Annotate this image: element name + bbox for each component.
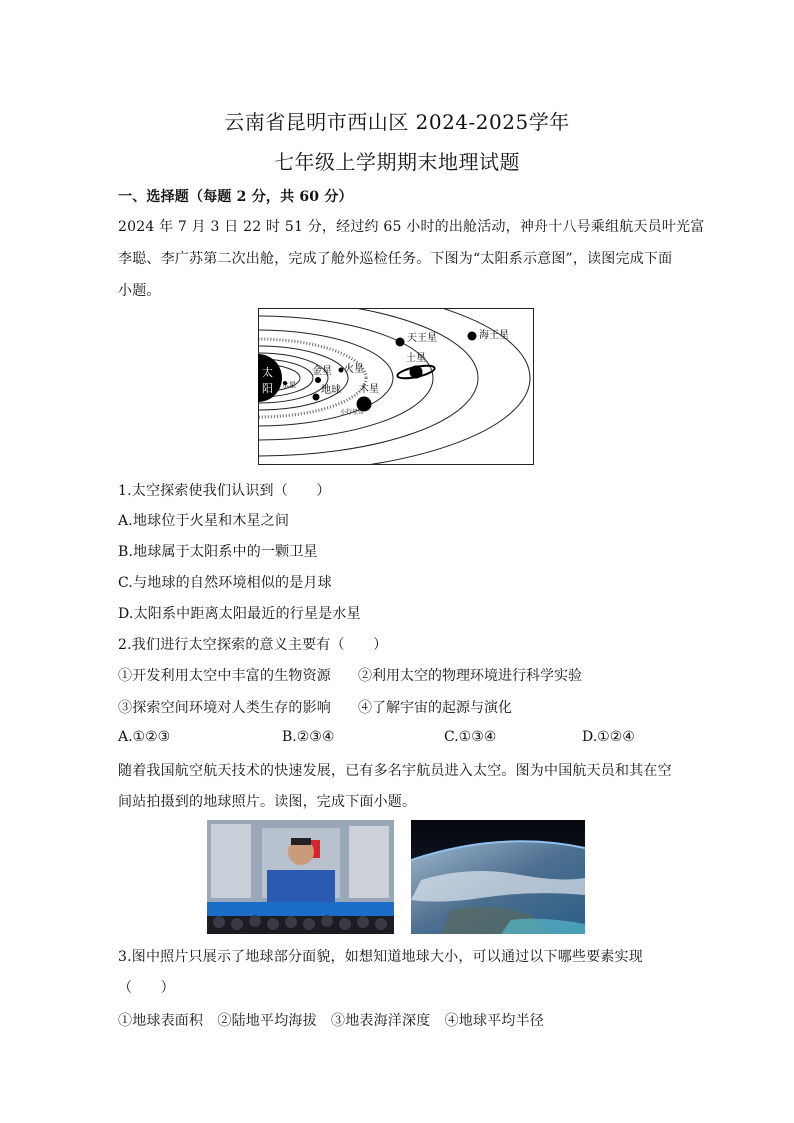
astronaut-photo [207, 820, 394, 934]
q1-option-b: B.地球属于太阳系中的一颗卫星 [118, 544, 318, 560]
q2-option-c: C.①③④ [444, 729, 497, 745]
label-neptune: 海王星 [479, 330, 509, 341]
q2-item-2: ②利用太空的物理环境进行科学实验 [358, 668, 582, 684]
label-uranus: 天王星 [407, 333, 437, 344]
planet-uranus [396, 338, 405, 347]
sun-label-top: 太 [262, 366, 273, 379]
planet-earth [313, 394, 320, 401]
planet-venus [315, 377, 321, 383]
q2-item-4: ④了解宇宙的起源与演化 [358, 700, 512, 716]
label-earth: 地球 [321, 385, 341, 396]
intro2-line: 间站拍摄到的地球照片。读图，完成下面小题。 [118, 794, 417, 810]
label-jupiter: 木星 [359, 384, 379, 395]
q3-paren: （ ） [118, 980, 175, 996]
planet-neptune [468, 332, 477, 341]
intro-paragraph-line: 2024 年 7 月 3 日 22 时 51 分，经过约 65 小时的出舱活动，神舟十八号乘组航天员叶光富 [118, 219, 705, 235]
q2-option-b: B.②③④ [282, 729, 335, 745]
q2-option-a: A.①②③ [118, 729, 171, 745]
earth-from-space-photo [411, 820, 585, 934]
label-asteroid-belt: 小行星带 [340, 409, 365, 416]
label-mars: 火星 [344, 364, 364, 375]
q3-items: ①地球表面积 ②陆地平均海拔 ③地表海洋深度 ④地球平均半径 [118, 1013, 544, 1029]
sun-label-bottom: 阳 [262, 382, 273, 395]
label-venus: 金星 [312, 366, 332, 377]
q1-option-a: A.地球位于火星和木星之间 [118, 513, 290, 529]
intro-paragraph-line: 小题。 [118, 283, 161, 299]
intro-paragraph-line: 李聪、李广苏第二次出舱，完成了舱外巡检任务。下图为“太阳系示意图”，读图完成下面 [118, 251, 673, 267]
q1-option-c: C.与地球的自然环境相似的是月球 [118, 575, 332, 591]
q1-option-d: D.太阳系中距离太阳最近的行星是水星 [118, 606, 361, 622]
planet-saturn [410, 366, 423, 379]
q2-item-3: ③探索空间环境对人类生存的影响 [118, 700, 331, 716]
page-title-line1: 云南省昆明市西山区 2024-2025学年 [224, 110, 570, 134]
q2-item-1: ①开发利用太空中丰富的生物资源 [118, 668, 331, 684]
solar-system-diagram [258, 308, 534, 465]
label-mercury: 水星 [282, 381, 296, 389]
page-title-line2: 七年级上学期期末地理试题 [274, 150, 520, 174]
q3-stem: 3.图中照片只展示了地球部分面貌，如想知道地球大小，可以通过以下哪些要素实现 [118, 949, 643, 965]
label-saturn: 土星 [406, 353, 426, 364]
q2-stem: 2.我们进行太空探索的意义主要有（ ） [118, 637, 388, 653]
q1-stem: 1.太空探索使我们认识到（ ） [118, 483, 331, 499]
intro2-line: 随着我国航空航天技术的快速发展，已有多名宇航员进入太空。图为中国航天员和其在空 [118, 763, 672, 779]
q2-option-d: D.①②④ [582, 729, 635, 745]
section-heading: 一、选择题（每题 2 分，共 60 分） [118, 189, 353, 205]
planet-mars [339, 368, 344, 373]
